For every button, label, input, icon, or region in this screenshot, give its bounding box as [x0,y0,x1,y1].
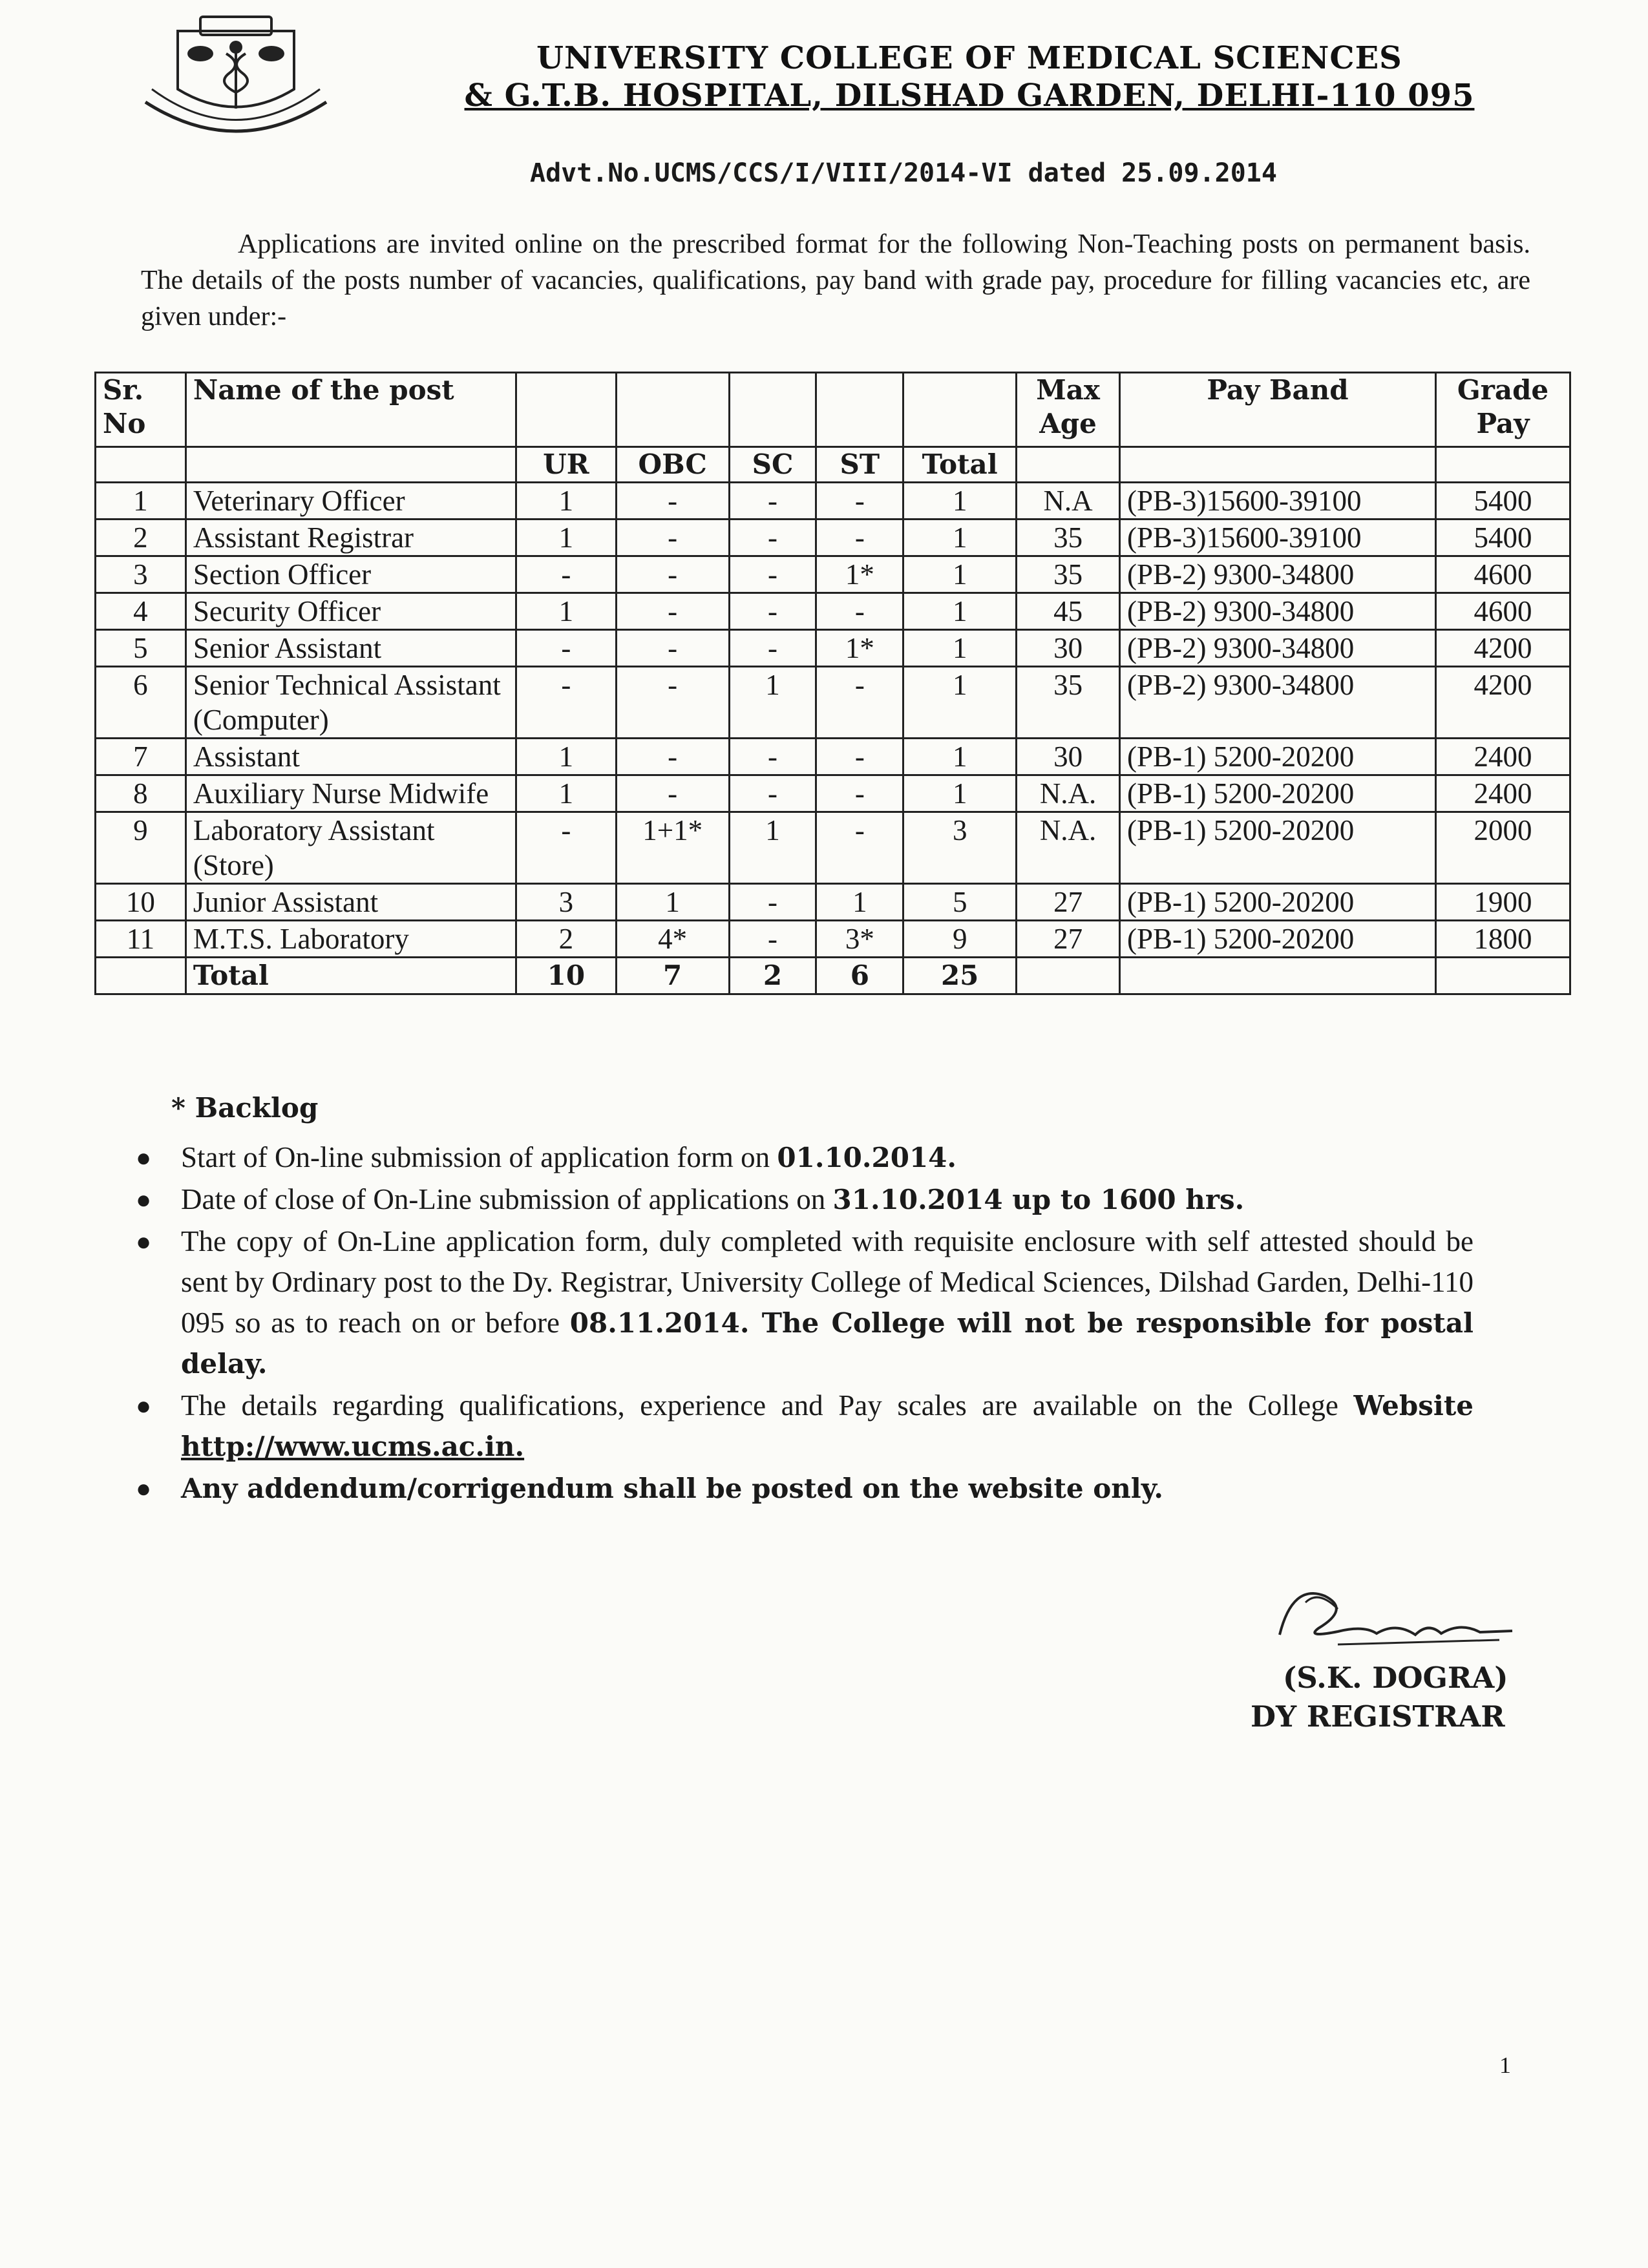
header-pay-band: Pay Band [1120,373,1436,447]
header-st: ST [816,447,903,483]
cell-sc: - [729,921,816,958]
cell-st: - [816,593,903,630]
postal-deadline: 08.11.2014. The College will not be responsible for postal delay. [181,1307,1474,1380]
vacancy-table [94,372,1571,995]
cell-total: 1 [903,667,1017,739]
cell-name: Security Officer [185,593,516,630]
cell-grade-pay: 4600 [1436,593,1570,630]
cell-obc: - [616,556,729,593]
cell-max-age: N.A. [1017,812,1120,884]
list-item [129,1221,1474,1384]
cell-ur: 1 [516,483,616,520]
table-row [96,884,1570,921]
cell-grade-pay: 4200 [1436,667,1570,739]
table-row [96,556,1570,593]
bullet-icon: ● [136,1185,152,1214]
header-max-age: Max Age [1017,373,1120,447]
cell-ur: 1 [516,775,616,812]
cell-ur: - [516,556,616,593]
website-link[interactable]: http://www.ucms.ac.in. [181,1431,525,1462]
backlog-note: * Backlog [171,1092,319,1124]
cell-obc: - [616,739,729,775]
advertisement-number: Advt.No.UCMS/CCS/I/VIII/2014-VI dated 25.09.2014 [530,158,1277,188]
table-row [96,593,1570,630]
cell-obc: - [616,520,729,556]
cell-obc: - [616,630,729,667]
cell-total: 1 [903,593,1017,630]
cell-name: Auxiliary Nurse Midwife [185,775,516,812]
cell-pay-band: (PB-2) 9300-34800 [1120,593,1436,630]
signatory-designation: DY REGISTRAR [1251,1699,1505,1734]
cell-total: 5 [903,884,1017,921]
cell-sr: 7 [96,739,186,775]
note-text: Date of close of On-Line submission of applications on [181,1183,833,1215]
cell-total: 1 [903,556,1017,593]
header-sc: SC [729,447,816,483]
cell-max-age: 30 [1017,630,1120,667]
header-grade-pay: Grade Pay [1436,373,1570,447]
cell-pay-band: (PB-3)15600-39100 [1120,483,1436,520]
cell-sc: - [729,630,816,667]
cell-total: 1 [903,739,1017,775]
table-row [96,739,1570,775]
cell-sr: 9 [96,812,186,884]
cell-ur: - [516,812,616,884]
cell-name: Laboratory Assistant (Store) [185,812,516,884]
cell-sr: 6 [96,667,186,739]
cell-pay-band: (PB-2) 9300-34800 [1120,556,1436,593]
cell-max-age: 35 [1017,556,1120,593]
cell-sc: 1 [729,812,816,884]
header-name: Name of the post [185,373,516,447]
total-ur: 10 [516,958,616,994]
table-row [96,775,1570,812]
start-date: 01.10.2014. [777,1142,957,1173]
cell-obc: 4* [616,921,729,958]
cell-sr: 4 [96,593,186,630]
bullet-icon: ● [136,1474,152,1503]
cell-obc: - [616,593,729,630]
cell-total: 1 [903,775,1017,812]
list-item [129,1179,1474,1220]
cell-max-age: 35 [1017,520,1120,556]
cell-ur: - [516,630,616,667]
table-subheader-row [96,447,1570,483]
intro-paragraph: Applications are invited online on the prescribed format for the following Non-Teaching posts on permanent basis. The details of the posts number of vacancies, qualifications, pay band with grade pay, procedure for filling vacancies etc, are given under:- [141,229,1530,331]
cell-sr: 11 [96,921,186,958]
table-row [96,483,1570,520]
note-text: The copy of On-Line application form, duly completed with requisite enclosure with self attested should be sent by Ordinary post to the Dy. Registrar, University College of Medical Sciences, Dilshad Garden, Delhi-110 095 so as to reach on or before [181,1225,1474,1339]
note-text: The details regarding qualifications, experience and Pay scales are available on the College [181,1389,1354,1422]
addendum-note: Any addendum/corrigendum shall be posted on the website only. [181,1473,1163,1504]
header-obc: OBC [616,447,729,483]
cell-obc: - [616,667,729,739]
institution-address: & G.T.B. HOSPITAL, DILSHAD GARDEN, DELHI-110 095 [464,78,1475,114]
cell-st: - [816,812,903,884]
list-item [129,1468,1474,1509]
cell-sc: - [729,739,816,775]
cell-grade-pay: 5400 [1436,483,1570,520]
page-number: 1 [1499,2052,1511,2078]
cell-sc: - [729,593,816,630]
institution-name: UNIVERSITY COLLEGE OF MEDICAL SCIENCES [536,40,1402,76]
cell-sr: 3 [96,556,186,593]
list-item [129,1385,1474,1467]
cell-total: 1 [903,520,1017,556]
cell-max-age: 30 [1017,739,1120,775]
cell-total: 1 [903,483,1017,520]
cell-sr: 10 [96,884,186,921]
list-item [129,1137,1474,1178]
table-row [96,667,1570,739]
total-sc: 2 [729,958,816,994]
cell-max-age: 45 [1017,593,1120,630]
cell-pay-band: (PB-1) 5200-20200 [1120,921,1436,958]
cell-pay-band: (PB-2) 9300-34800 [1120,667,1436,739]
cell-sc: - [729,483,816,520]
website-label: Website [1353,1390,1474,1422]
cell-st: - [816,739,903,775]
cell-grade-pay: 2000 [1436,812,1570,884]
bullet-icon: ● [136,1391,152,1420]
cell-sc: 1 [729,667,816,739]
cell-ur: 2 [516,921,616,958]
total-st: 6 [816,958,903,994]
bullet-icon: ● [136,1143,152,1172]
cell-max-age: 27 [1017,884,1120,921]
cell-st: - [816,520,903,556]
table-row [96,520,1570,556]
table-row [96,630,1570,667]
cell-ur: 3 [516,884,616,921]
cell-grade-pay: 1800 [1436,921,1570,958]
cell-name: Senior Technical Assistant (Computer) [185,667,516,739]
cell-total: 9 [903,921,1017,958]
cell-st: 1 [816,884,903,921]
cell-name: Assistant [185,739,516,775]
cell-obc: - [616,775,729,812]
total-total: 25 [903,958,1017,994]
cell-name: Section Officer [185,556,516,593]
cell-pay-band: (PB-1) 5200-20200 [1120,884,1436,921]
signature [1267,1577,1538,1661]
cell-sc: - [729,556,816,593]
cell-obc: - [616,483,729,520]
cell-st: - [816,775,903,812]
cell-sc: - [729,884,816,921]
cell-max-age: 35 [1017,667,1120,739]
cell-st: 3* [816,921,903,958]
cell-grade-pay: 1900 [1436,884,1570,921]
cell-name: Junior Assistant [185,884,516,921]
cell-ur: 1 [516,593,616,630]
cell-st: - [816,483,903,520]
cell-name: Veterinary Officer [185,483,516,520]
cell-pay-band: (PB-2) 9300-34800 [1120,630,1436,667]
college-logo [139,12,333,147]
table-row [96,921,1570,958]
cell-pay-band: (PB-1) 5200-20200 [1120,812,1436,884]
cell-grade-pay: 2400 [1436,739,1570,775]
header-ur: UR [516,447,616,483]
table-row [96,812,1570,884]
cell-st: 1* [816,630,903,667]
cell-grade-pay: 5400 [1436,520,1570,556]
cell-pay-band: (PB-1) 5200-20200 [1120,775,1436,812]
cell-obc: 1 [616,884,729,921]
cell-grade-pay: 2400 [1436,775,1570,812]
total-obc: 7 [616,958,729,994]
cell-name: M.T.S. Laboratory [185,921,516,958]
cell-max-age: N.A. [1017,775,1120,812]
cell-sr: 2 [96,520,186,556]
cell-sc: - [729,520,816,556]
total-row [96,958,1570,994]
cell-sr: 8 [96,775,186,812]
signatory-name: (S.K. DOGRA) [1283,1661,1508,1695]
cell-st: - [816,667,903,739]
header-sr: Sr. No [96,373,186,447]
cell-max-age: 27 [1017,921,1120,958]
close-date: 31.10.2014 up to 1600 hrs. [832,1184,1245,1215]
table-header-row [96,373,1570,447]
cell-total: 3 [903,812,1017,884]
cell-pay-band: (PB-3)15600-39100 [1120,520,1436,556]
cell-sr: 1 [96,483,186,520]
cell-name: Assistant Registrar [185,520,516,556]
cell-ur: 1 [516,739,616,775]
cell-obc: 1+1* [616,812,729,884]
cell-ur: - [516,667,616,739]
cell-grade-pay: 4600 [1436,556,1570,593]
notes-list [129,1137,1474,1510]
cell-sr: 5 [96,630,186,667]
header-total: Total [903,447,1017,483]
bullet-icon: ● [136,1227,152,1256]
cell-grade-pay: 4200 [1436,630,1570,667]
total-label: Total [185,958,516,994]
cell-name: Senior Assistant [185,630,516,667]
cell-sc: - [729,775,816,812]
cell-max-age: N.A [1017,483,1120,520]
cell-ur: 1 [516,520,616,556]
cell-st: 1* [816,556,903,593]
cell-total: 1 [903,630,1017,667]
cell-pay-band: (PB-1) 5200-20200 [1120,739,1436,775]
note-text: Start of On-line submission of application form on [181,1141,777,1173]
